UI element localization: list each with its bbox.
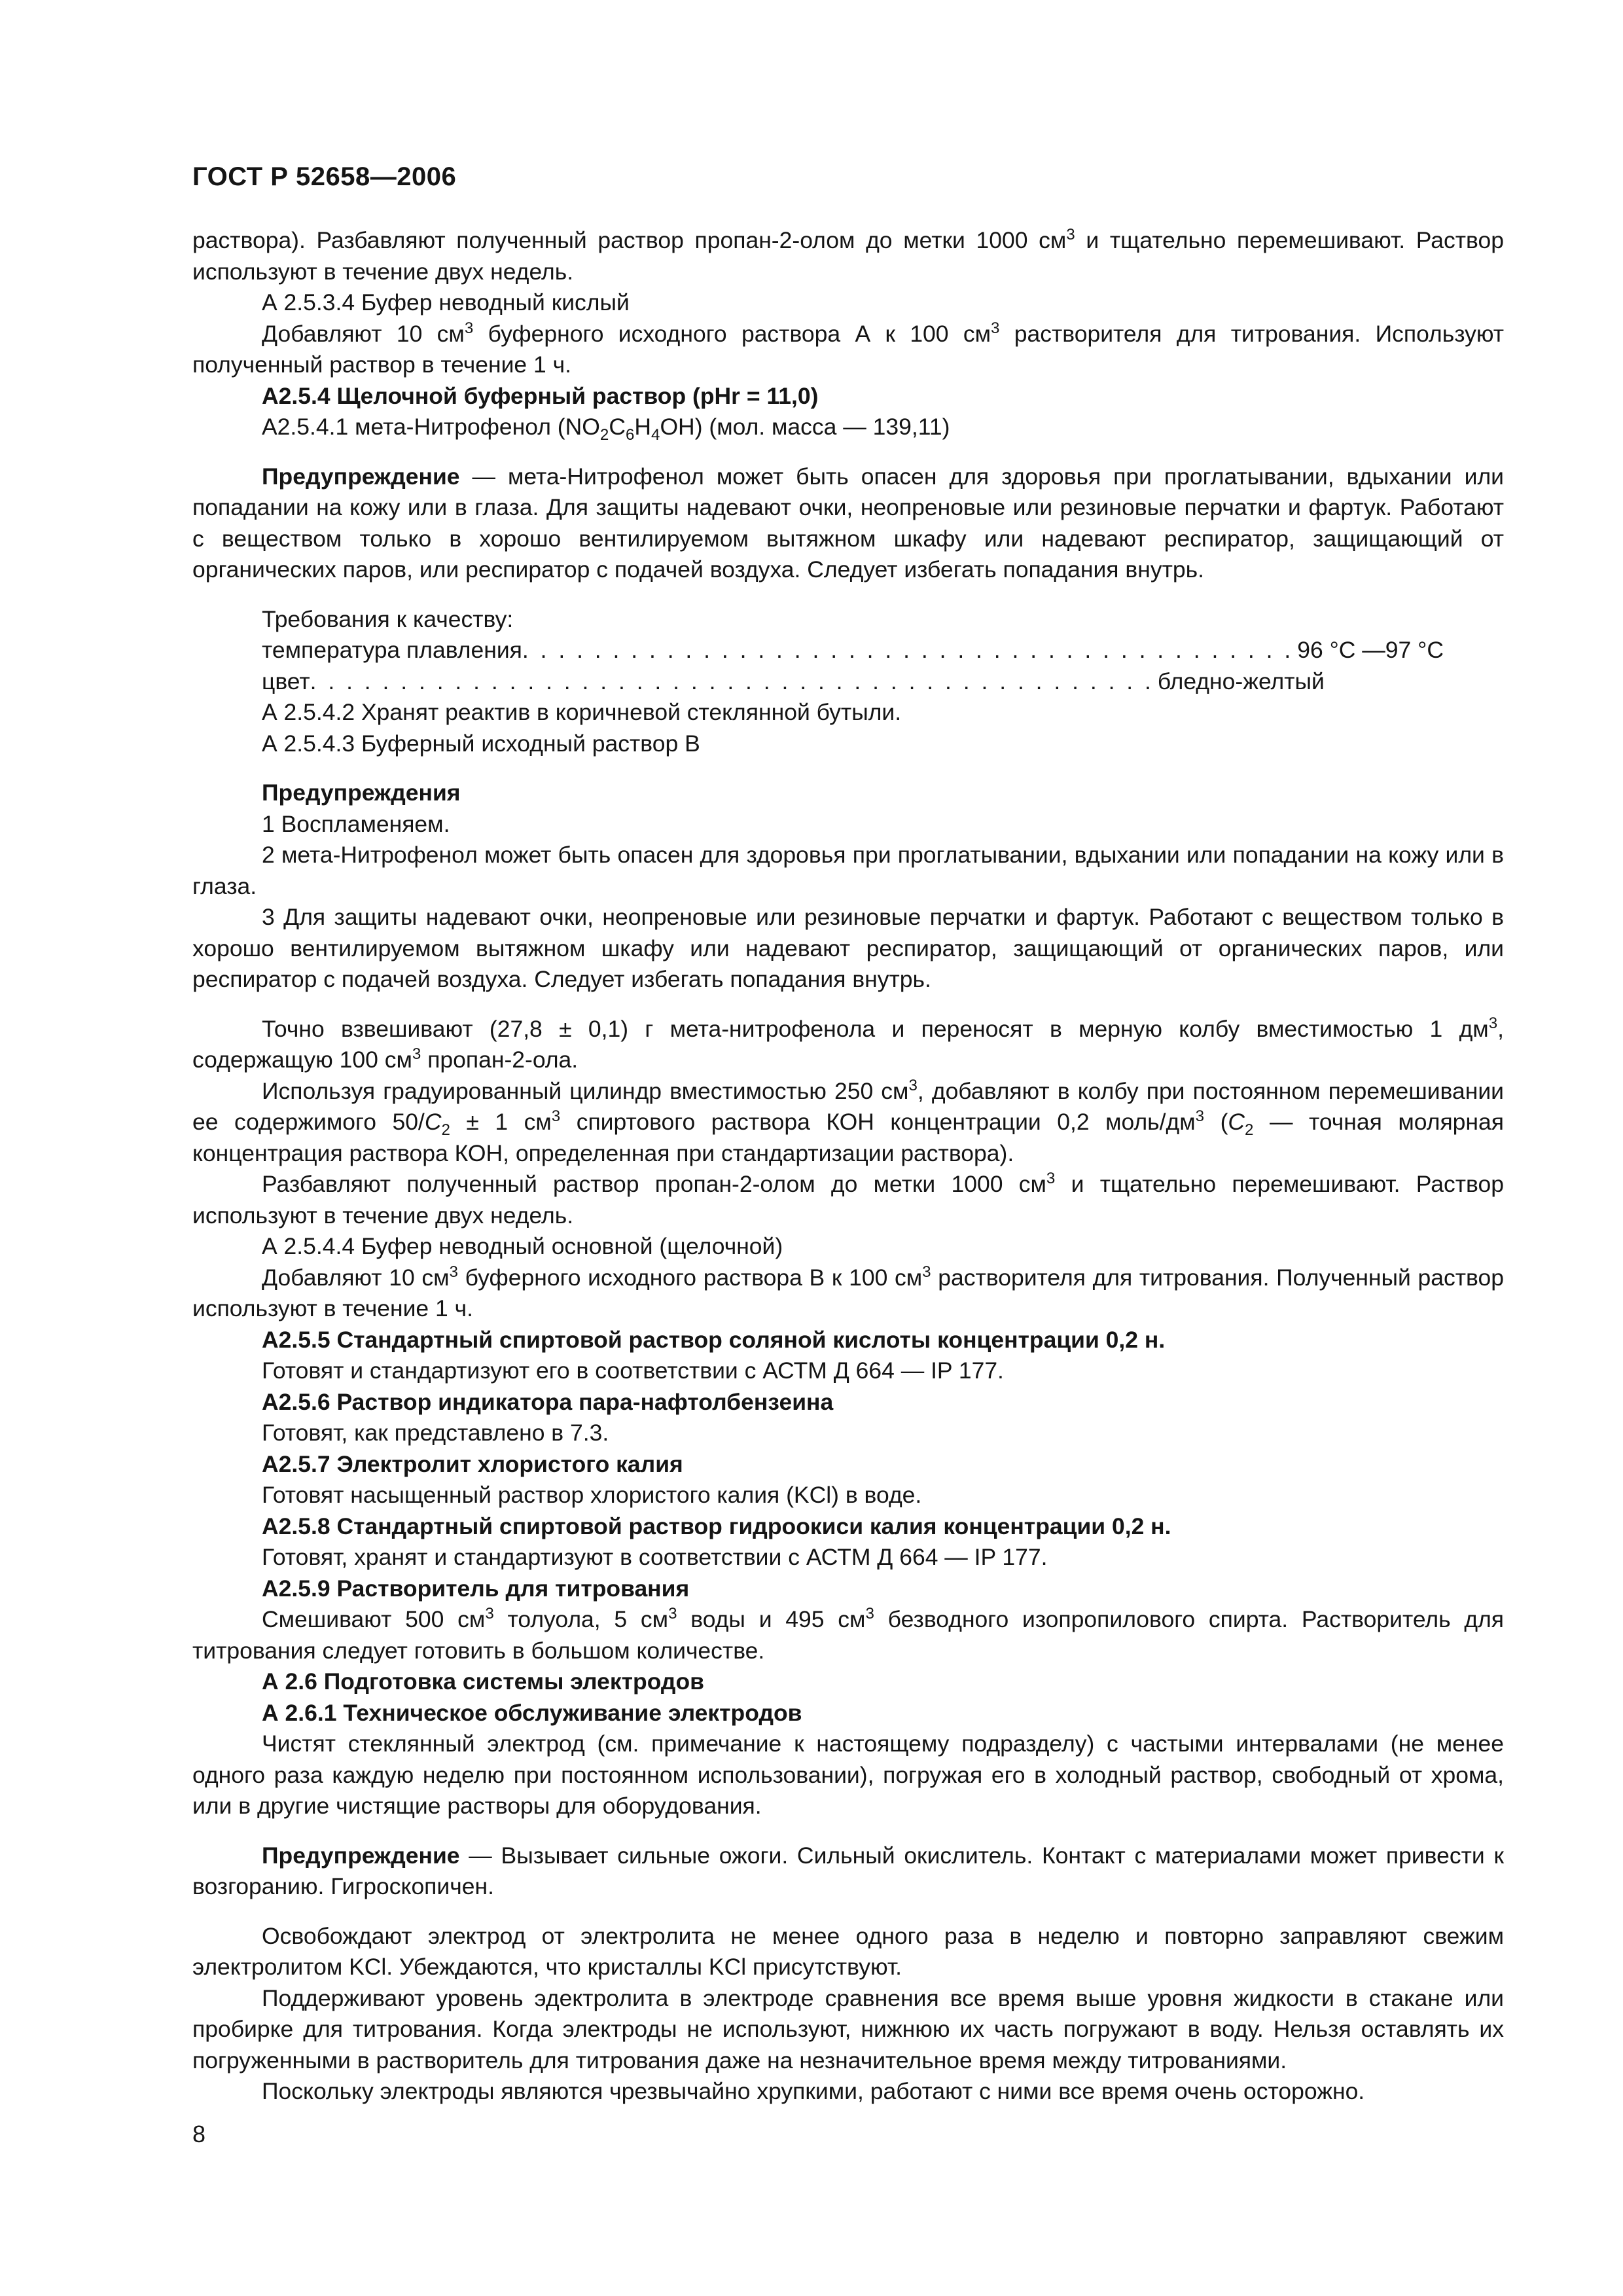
paragraph: Добавляют 10 $см^3$ буферного исходного раствора В к 100 $см^3$ растворителя для титрования. Полученный раствор используют в течение 1 ч. [192, 1263, 1504, 1321]
paragraph: Готовят насыщенный раствор хлористого калия (KCl) в воде. [262, 1482, 922, 1508]
paragraph: Используя градуированный цилиндр вместимостью 250 $см^3$, добавляют в колбу при постоянном перемешивании ее содержимого $50/C_2 \pm 1$ $см^3$ спиртового раствора КОН концентрации 0,2 моль/$дм^3$ ($C_2$ — точная молярная концентрация раствора КОН, определенная при стандартизации раствора). [192, 1076, 1504, 1166]
warning-item: 3 Для защиты надевают очки, неопреновые или резиновые перчатки и фартук. Работают с веществом только в хорошо вентилируемом вытяжном шкафу или надевают респиратор, защищающий от органических паров, или респиратор с подачей воздуха. Следует избегать попадания внутрь. [192, 904, 1504, 992]
quality-value: 96 °С —97 °С [1297, 637, 1444, 663]
leader-dots: . . . . . . . . . . . . . . . . . . . . . . . . . . . . . . . . . . . . . . . . . . . . . . . [310, 668, 1154, 694]
section-heading: А2.5.4 Щелочной буферный раствор (pHr = 11,0) [262, 382, 819, 409]
section-heading: А2.5.5 Стандартный спиртовой раствор соляной кислоты концентрации 0,2 н. [262, 1326, 1166, 1353]
quality-row [262, 635, 1444, 666]
document-header: ГОСТ Р 52658—2006 [192, 162, 457, 191]
paragraph: Освобождают электрод от электролита не менее одного раза в неделю и повторно заправляют свежим электролитом KCl. Убеждаются, что кристаллы KCl присутствуют. [192, 1922, 1504, 1980]
warning-paragraph: Предупреждение — Вызывает сильные ожоги. Сильный окислитель. Контакт с материалами может привести к возгоранию. Гигроскопичен. [192, 1842, 1504, 1899]
clause: А 2.5.4.4 Буфер неводный основной (щелочной) [262, 1233, 783, 1259]
quality-value: бледно-желтый [1157, 668, 1325, 694]
clause: А 2.5.4.3 Буферный исходный раствор В [262, 730, 700, 757]
warnings-title: Предупреждения [262, 780, 461, 806]
leader-dots: . . . . . . . . . . . . . . . . . . . . . . . . . . . . . . . . . . . . . . . . . . . [522, 637, 1294, 663]
paragraph: Разбавляют полученный раствор пропан-2-олом до метки 1000 $см^3$ и тщательно перемешивают. Раствор используют в течение двух недель. [192, 1170, 1505, 1229]
warning-item: 2 мета-Нитрофенол может быть опасен для здоровья при проглатывании, вдыхании или попадании на кожу или в глаза. [192, 842, 1504, 899]
warning-item: 1 Воспламеняем. [262, 810, 450, 837]
quality-label: цвет [262, 668, 310, 694]
quality-row [262, 666, 1325, 698]
paragraph: Готовят и стандартизуют его в соответствии с АСТМ Д 664 — IP 177. [262, 1357, 1004, 1384]
warning-label: Предупреждение [262, 1842, 460, 1869]
paragraph: Точно взвешивают (27,8 ± 0,1) г мета-нитрофенола и переносят в мерную колбу вместимостью 1 $дм^3$, содержащую 100 $см^3$ пропан-2-ола. [192, 1014, 1504, 1073]
warning-label: Предупреждение [262, 463, 460, 490]
section-heading: А2.5.9 Растворитель для титрования [262, 1575, 690, 1602]
paragraph: Готовят, хранят и стандартизуют в соответствии с АСТМ Д 664 — IP 177. [262, 1544, 1048, 1570]
paragraph: раствора). Разбавляют полученный раствор пропан-2-олом до метки 1000 $см^3$ и тщательно перемешивают. Раствор используют в течение двух недель. [192, 226, 1505, 285]
paragraph: Смешивают 500 $см^3$ толуола, 5 $см^3$ воды и 495 $см^3$ безводного изопропилового спирта. Растворитель для титрования следует готовить в большом количестве. [192, 1605, 1505, 1664]
clause: А 2.5.3.4 Буфер неводный кислый [262, 289, 630, 315]
quality-label: температура плавления [262, 637, 522, 663]
section-heading: А2.5.6 Раствор индикатора пара-нафтолбензеина [262, 1388, 834, 1415]
quality-requirements [192, 604, 1504, 698]
paragraph: Готовят, как представлено в 7.3. [262, 1420, 609, 1446]
paragraph: Чистят стеклянный электрод (см. примечание к настоящему подразделу) с частыми интервалами (не менее одного раза каждую неделю при постоянном использовании), погружая его в холодный раствор, свободный от хрома, или в другие чистящие растворы для оборудования. [192, 1731, 1504, 1819]
quality-title: Требования к качеству: [262, 605, 514, 632]
clause: А2.5.4.1 мета-Нитрофенол $(NO_2C_6H_4OH)$ (мол. масса — 139,11) [262, 414, 950, 444]
warning-paragraph: Предупреждение — мета-Нитрофенол может быть опасен для здоровья при проглатывании, вдыхании или попадании на кожу или в глаза. Для защиты надевают очки, неопреновые или резиновые перчатки и фартук. Работают с веществом только в хорошо вентилируемом вытяжном шкафу или надевают респиратор, защищающий от органических паров, или респиратор с подачей воздуха. Следует избегать попадания внутрь. [192, 463, 1504, 583]
section-heading: А2.5.8 Стандартный спиртовой раствор гидроокиси калия концентрации 0,2 н. [262, 1513, 1171, 1539]
document-body [192, 225, 1504, 2108]
clause: А 2.5.4.2 Хранят реактив в коричневой стеклянной бутыли. [262, 699, 902, 725]
section-heading: А2.5.7 Электролит хлористого калия [262, 1450, 683, 1477]
paragraph: Добавляют 10 $см^3$ буферного исходного раствора А к 100 $см^3$ растворителя для титрования. Используют полученный раствор в течение 1 ч. [192, 319, 1504, 378]
paragraph: Поскольку электроды являются чрезвычайно хрупкими, работают с ними все время очень осторожно. [262, 2078, 1365, 2104]
section-heading: А 2.6.1 Техническое обслуживание электродов [262, 1699, 802, 1726]
paragraph: Поддерживают уровень эдектролита в электроде сравнения все время выше уровня жидкости в стакане или пробирке для титрования. Когда электроды не используют, нижнюю их часть погружают в воду. Нельзя оставлять их погруженными в растворитель для титрования даже на незначительное время между титрованиями. [192, 1984, 1504, 2073]
section-heading: А 2.6 Подготовка системы электродов [262, 1668, 704, 1695]
page-number: 8 [192, 2121, 206, 2147]
